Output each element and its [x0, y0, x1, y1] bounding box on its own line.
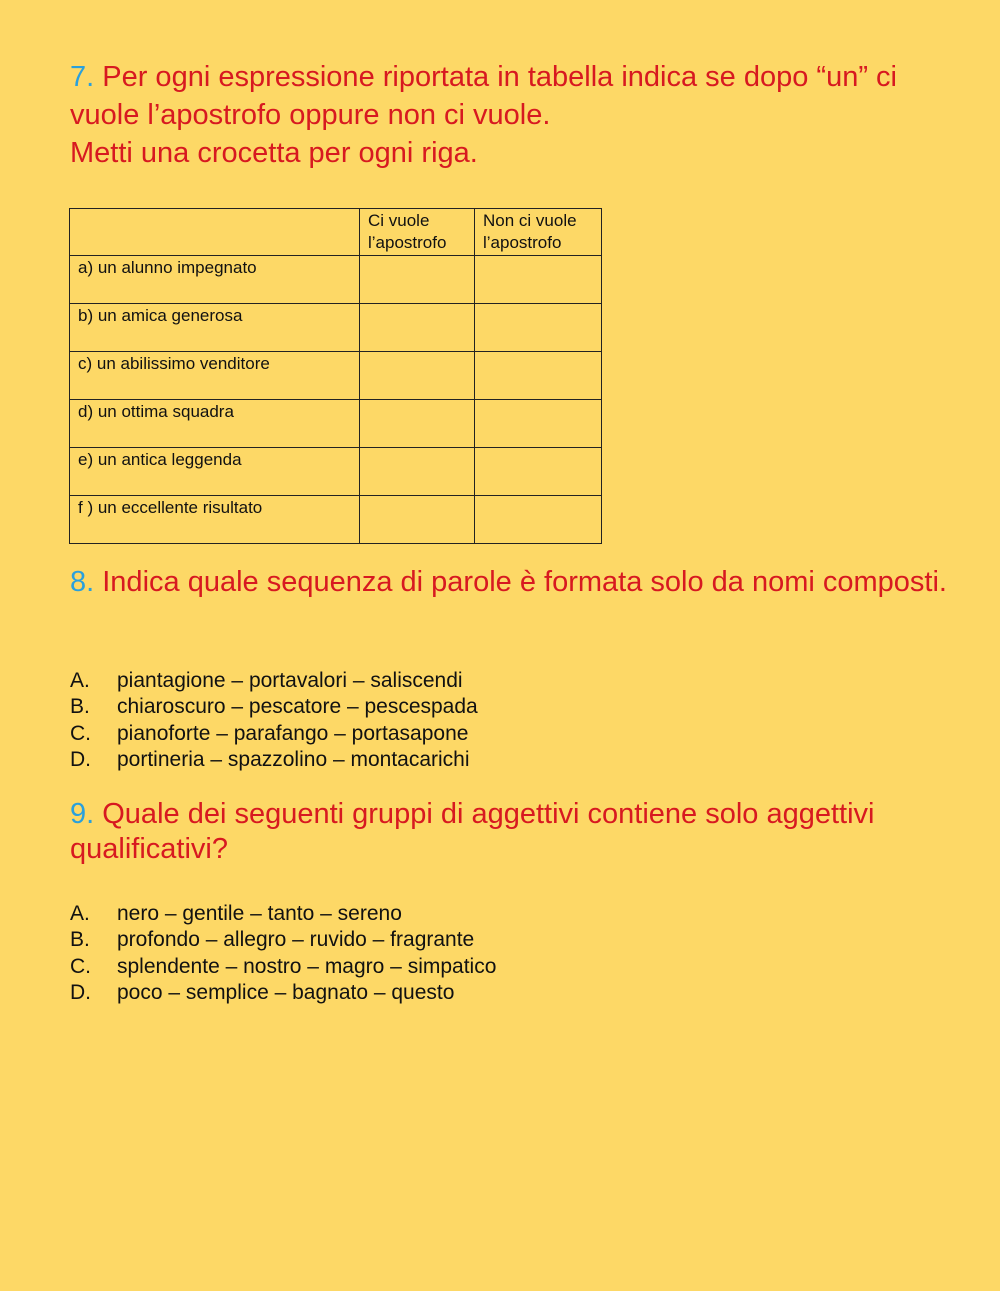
question-8-text: Indica quale sequenza di parole è formata solo da nomi composti. [102, 566, 947, 598]
table-row-label: d) un ottima squadra [70, 400, 360, 448]
option-text: poco – semplice – bagnato – questo [117, 980, 455, 1004]
table-header-blank [70, 209, 360, 256]
option-text: chiaroscuro – pescatore – pescespada [117, 695, 478, 719]
answer-cell-ci-vuole[interactable] [360, 400, 475, 448]
option-item[interactable] [70, 747, 478, 773]
answer-cell-non-ci-vuole[interactable] [475, 304, 602, 352]
option-item[interactable] [70, 980, 496, 1006]
table-row [70, 400, 602, 448]
answer-cell-non-ci-vuole[interactable] [475, 256, 602, 304]
option-letter: A. [70, 902, 90, 925]
option-letter: D. [70, 980, 91, 1004]
question-8-number: 8. [70, 566, 95, 598]
apostrophe-table [69, 208, 602, 544]
answer-cell-non-ci-vuole[interactable] [475, 496, 602, 544]
answer-cell-ci-vuole[interactable] [360, 304, 475, 352]
table-row-label: b) un amica generosa [70, 304, 360, 352]
question-9-text: Quale dei seguenti gruppi di aggettivi contiene solo aggettivi qualificativi? [70, 798, 875, 865]
question-7-text: Per ogni espressione riportata in tabella indica se dopo “un” ci vuole l’apostrofo oppure non ci vuole. [70, 61, 897, 131]
table-row [70, 256, 602, 304]
option-letter: C. [70, 721, 91, 745]
answer-cell-non-ci-vuole[interactable] [475, 448, 602, 496]
option-letter: C. [70, 954, 91, 978]
answer-cell-non-ci-vuole[interactable] [475, 352, 602, 400]
option-item[interactable] [70, 901, 496, 927]
answer-cell-ci-vuole[interactable] [360, 256, 475, 304]
option-text: profondo – allegro – ruvido – fragrante [117, 928, 475, 952]
option-text: splendente – nostro – magro – simpatico [117, 954, 497, 978]
option-letter: B. [70, 928, 90, 952]
option-item[interactable] [70, 954, 496, 980]
table-row [70, 496, 602, 544]
question-9-title [70, 797, 950, 867]
table-header-ci-vuole: Ci vuole l’apostrofo [360, 209, 475, 256]
option-letter: B. [70, 695, 90, 719]
option-text: nero – gentile – tanto – sereno [117, 902, 402, 925]
table-row [70, 448, 602, 496]
table-row-label: f ) un eccellente risultato [70, 496, 360, 544]
table-row-label: c) un abilissimo venditore [70, 352, 360, 400]
option-letter: A. [70, 669, 90, 692]
option-item[interactable] [70, 927, 496, 953]
table-row-label: a) un alunno impegnato [70, 256, 360, 304]
question-7-title [70, 58, 950, 172]
option-item[interactable] [70, 694, 478, 720]
table-header-non-ci-vuole: Non ci vuole l’apostrofo [475, 209, 602, 256]
question-9-number: 9. [70, 798, 95, 830]
question-7-instruction: Metti una crocetta per ogni riga. [70, 137, 478, 169]
answer-cell-ci-vuole[interactable] [360, 352, 475, 400]
option-item[interactable] [70, 668, 478, 694]
table-header-row [70, 209, 602, 256]
table-row [70, 304, 602, 352]
table-row-label: e) un antica leggenda [70, 448, 360, 496]
option-item[interactable] [70, 721, 478, 747]
answer-cell-non-ci-vuole[interactable] [475, 400, 602, 448]
option-letter: D. [70, 747, 91, 771]
question-9-options [70, 901, 496, 1006]
answer-cell-ci-vuole[interactable] [360, 496, 475, 544]
question-8-options [70, 668, 478, 773]
question-7-number: 7. [70, 61, 95, 93]
option-text: portineria – spazzolino – montacarichi [117, 747, 470, 771]
option-text: pianoforte – parafango – portasapone [117, 721, 469, 745]
answer-cell-ci-vuole[interactable] [360, 448, 475, 496]
question-8-title [70, 565, 950, 599]
option-text: piantagione – portavalori – saliscendi [117, 669, 463, 692]
table-row [70, 352, 602, 400]
